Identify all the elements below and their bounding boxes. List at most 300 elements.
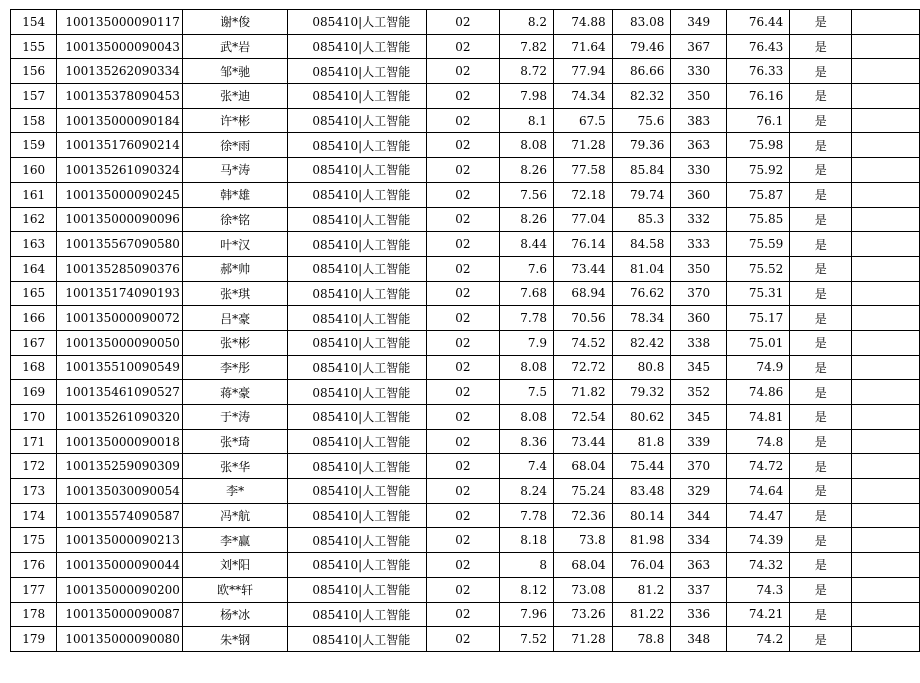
score-b-cell: 76.14 xyxy=(554,232,613,257)
code-cell: 02 xyxy=(427,182,499,207)
row-number-cell: 170 xyxy=(11,405,57,430)
admitted-cell: 是 xyxy=(790,133,852,158)
score-a-cell: 8 xyxy=(499,553,553,578)
admitted-cell: 是 xyxy=(790,158,852,183)
table-row xyxy=(11,454,920,479)
total-score-cell: 84.58 xyxy=(612,232,671,257)
score-a-cell: 7.68 xyxy=(499,281,553,306)
row-number-cell: 164 xyxy=(11,256,57,281)
admitted-cell: 是 xyxy=(790,454,852,479)
score-a-cell: 7.98 xyxy=(499,84,553,109)
exam-score-cell: 336 xyxy=(671,602,727,627)
admitted-cell: 是 xyxy=(790,108,852,133)
admitted-cell: 是 xyxy=(790,503,852,528)
name-cell: 武*岩 xyxy=(182,34,287,59)
table-row xyxy=(11,306,920,331)
candidate-id-cell: 100135000090043 xyxy=(57,34,183,59)
table-row xyxy=(11,355,920,380)
row-number-cell: 168 xyxy=(11,355,57,380)
name-cell: 徐*铭 xyxy=(182,207,287,232)
table-row xyxy=(11,84,920,109)
major-cell: 085410|人工智能 xyxy=(288,281,427,306)
score-a-cell: 8.26 xyxy=(499,207,553,232)
exam-score-cell: 333 xyxy=(671,232,727,257)
total-score-cell: 79.74 xyxy=(612,182,671,207)
exam-score-cell: 339 xyxy=(671,429,727,454)
exam-score-cell: 332 xyxy=(671,207,727,232)
total-score-cell: 86.66 xyxy=(612,59,671,84)
table-row xyxy=(11,10,920,35)
code-cell: 02 xyxy=(427,256,499,281)
remark-cell xyxy=(852,528,920,553)
major-cell: 085410|人工智能 xyxy=(288,133,427,158)
total-score-cell: 81.04 xyxy=(612,256,671,281)
score-b-cell: 68.94 xyxy=(554,281,613,306)
code-cell: 02 xyxy=(427,380,499,405)
major-cell: 085410|人工智能 xyxy=(288,503,427,528)
score-b-cell: 73.44 xyxy=(554,256,613,281)
exam-score-cell: 338 xyxy=(671,330,727,355)
table-row xyxy=(11,59,920,84)
row-number-cell: 173 xyxy=(11,479,57,504)
candidate-id-cell: 100135261090324 xyxy=(57,158,183,183)
score-a-cell: 7.78 xyxy=(499,306,553,331)
final-score-cell: 76.1 xyxy=(726,108,789,133)
table-row xyxy=(11,528,920,553)
score-a-cell: 8.44 xyxy=(499,232,553,257)
name-cell: 韩*雄 xyxy=(182,182,287,207)
row-number-cell: 177 xyxy=(11,577,57,602)
major-cell: 085410|人工智能 xyxy=(288,330,427,355)
total-score-cell: 78.34 xyxy=(612,306,671,331)
name-cell: 张*琪 xyxy=(182,281,287,306)
code-cell: 02 xyxy=(427,59,499,84)
remark-cell xyxy=(852,627,920,652)
final-score-cell: 74.72 xyxy=(726,454,789,479)
candidate-id-cell: 100135461090527 xyxy=(57,380,183,405)
final-score-cell: 75.52 xyxy=(726,256,789,281)
row-number-cell: 161 xyxy=(11,182,57,207)
exam-score-cell: 348 xyxy=(671,627,727,652)
major-cell: 085410|人工智能 xyxy=(288,256,427,281)
major-cell: 085410|人工智能 xyxy=(288,454,427,479)
score-a-cell: 8.1 xyxy=(499,108,553,133)
row-number-cell: 178 xyxy=(11,602,57,627)
exam-score-cell: 350 xyxy=(671,84,727,109)
final-score-cell: 75.17 xyxy=(726,306,789,331)
score-b-cell: 71.64 xyxy=(554,34,613,59)
candidate-id-cell: 100135000090087 xyxy=(57,602,183,627)
code-cell: 02 xyxy=(427,207,499,232)
score-b-cell: 68.04 xyxy=(554,454,613,479)
score-a-cell: 8.08 xyxy=(499,355,553,380)
admitted-cell: 是 xyxy=(790,182,852,207)
admitted-cell: 是 xyxy=(790,10,852,35)
major-cell: 085410|人工智能 xyxy=(288,528,427,553)
code-cell: 02 xyxy=(427,133,499,158)
score-b-cell: 74.52 xyxy=(554,330,613,355)
code-cell: 02 xyxy=(427,10,499,35)
name-cell: 徐*雨 xyxy=(182,133,287,158)
admitted-cell: 是 xyxy=(790,59,852,84)
name-cell: 许*彬 xyxy=(182,108,287,133)
total-score-cell: 79.32 xyxy=(612,380,671,405)
final-score-cell: 76.33 xyxy=(726,59,789,84)
final-score-cell: 75.87 xyxy=(726,182,789,207)
code-cell: 02 xyxy=(427,429,499,454)
admitted-cell: 是 xyxy=(790,232,852,257)
score-b-cell: 73.8 xyxy=(554,528,613,553)
row-number-cell: 176 xyxy=(11,553,57,578)
name-cell: 刘*阳 xyxy=(182,553,287,578)
remark-cell xyxy=(852,108,920,133)
major-cell: 085410|人工智能 xyxy=(288,627,427,652)
code-cell: 02 xyxy=(427,528,499,553)
final-score-cell: 74.39 xyxy=(726,528,789,553)
score-b-cell: 73.26 xyxy=(554,602,613,627)
code-cell: 02 xyxy=(427,84,499,109)
exam-score-cell: 352 xyxy=(671,380,727,405)
final-score-cell: 76.43 xyxy=(726,34,789,59)
total-score-cell: 81.22 xyxy=(612,602,671,627)
total-score-cell: 81.98 xyxy=(612,528,671,553)
exam-score-cell: 345 xyxy=(671,355,727,380)
table-row xyxy=(11,34,920,59)
score-b-cell: 77.04 xyxy=(554,207,613,232)
score-b-cell: 71.28 xyxy=(554,133,613,158)
table-row xyxy=(11,133,920,158)
admission-score-table xyxy=(10,9,920,652)
code-cell: 02 xyxy=(427,479,499,504)
score-a-cell: 8.72 xyxy=(499,59,553,84)
major-cell: 085410|人工智能 xyxy=(288,10,427,35)
exam-score-cell: 329 xyxy=(671,479,727,504)
final-score-cell: 75.98 xyxy=(726,133,789,158)
score-a-cell: 8.36 xyxy=(499,429,553,454)
total-score-cell: 75.6 xyxy=(612,108,671,133)
table-row xyxy=(11,256,920,281)
final-score-cell: 74.8 xyxy=(726,429,789,454)
exam-score-cell: 363 xyxy=(671,133,727,158)
major-cell: 085410|人工智能 xyxy=(288,602,427,627)
score-a-cell: 7.96 xyxy=(499,602,553,627)
final-score-cell: 74.64 xyxy=(726,479,789,504)
candidate-id-cell: 100135262090334 xyxy=(57,59,183,84)
row-number-cell: 167 xyxy=(11,330,57,355)
score-b-cell: 72.72 xyxy=(554,355,613,380)
score-a-cell: 8.08 xyxy=(499,405,553,430)
admitted-cell: 是 xyxy=(790,34,852,59)
candidate-id-cell: 100135000090080 xyxy=(57,627,183,652)
major-cell: 085410|人工智能 xyxy=(288,182,427,207)
exam-score-cell: 344 xyxy=(671,503,727,528)
score-a-cell: 7.56 xyxy=(499,182,553,207)
code-cell: 02 xyxy=(427,108,499,133)
row-number-cell: 165 xyxy=(11,281,57,306)
total-score-cell: 85.84 xyxy=(612,158,671,183)
candidate-id-cell: 100135000090200 xyxy=(57,577,183,602)
total-score-cell: 81.2 xyxy=(612,577,671,602)
remark-cell xyxy=(852,355,920,380)
major-cell: 085410|人工智能 xyxy=(288,479,427,504)
name-cell: 张*华 xyxy=(182,454,287,479)
remark-cell xyxy=(852,577,920,602)
admitted-cell: 是 xyxy=(790,553,852,578)
candidate-id-cell: 100135510090549 xyxy=(57,355,183,380)
final-score-cell: 75.01 xyxy=(726,330,789,355)
score-a-cell: 7.82 xyxy=(499,34,553,59)
score-a-cell: 8.12 xyxy=(499,577,553,602)
exam-score-cell: 345 xyxy=(671,405,727,430)
score-a-cell: 8.2 xyxy=(499,10,553,35)
row-number-cell: 166 xyxy=(11,306,57,331)
final-score-cell: 74.9 xyxy=(726,355,789,380)
name-cell: 张*迪 xyxy=(182,84,287,109)
final-score-cell: 76.44 xyxy=(726,10,789,35)
exam-score-cell: 334 xyxy=(671,528,727,553)
score-b-cell: 72.36 xyxy=(554,503,613,528)
name-cell: 李*彤 xyxy=(182,355,287,380)
exam-score-cell: 367 xyxy=(671,34,727,59)
score-b-cell: 73.08 xyxy=(554,577,613,602)
table-row xyxy=(11,405,920,430)
exam-score-cell: 360 xyxy=(671,182,727,207)
candidate-id-cell: 100135000090072 xyxy=(57,306,183,331)
exam-score-cell: 337 xyxy=(671,577,727,602)
name-cell: 谢*俊 xyxy=(182,10,287,35)
candidate-id-cell: 100135000090018 xyxy=(57,429,183,454)
table-row xyxy=(11,479,920,504)
row-number-cell: 159 xyxy=(11,133,57,158)
candidate-id-cell: 100135574090587 xyxy=(57,503,183,528)
table-row xyxy=(11,207,920,232)
exam-score-cell: 370 xyxy=(671,281,727,306)
row-number-cell: 157 xyxy=(11,84,57,109)
row-number-cell: 160 xyxy=(11,158,57,183)
remark-cell xyxy=(852,281,920,306)
total-score-cell: 82.32 xyxy=(612,84,671,109)
exam-score-cell: 349 xyxy=(671,10,727,35)
score-b-cell: 77.58 xyxy=(554,158,613,183)
code-cell: 02 xyxy=(427,454,499,479)
admitted-cell: 是 xyxy=(790,256,852,281)
admitted-cell: 是 xyxy=(790,577,852,602)
score-a-cell: 7.5 xyxy=(499,380,553,405)
name-cell: 于*涛 xyxy=(182,405,287,430)
exam-score-cell: 330 xyxy=(671,59,727,84)
table-row xyxy=(11,232,920,257)
row-number-cell: 158 xyxy=(11,108,57,133)
code-cell: 02 xyxy=(427,577,499,602)
total-score-cell: 83.48 xyxy=(612,479,671,504)
table-row xyxy=(11,577,920,602)
row-number-cell: 171 xyxy=(11,429,57,454)
major-cell: 085410|人工智能 xyxy=(288,577,427,602)
admitted-cell: 是 xyxy=(790,479,852,504)
admitted-cell: 是 xyxy=(790,602,852,627)
major-cell: 085410|人工智能 xyxy=(288,380,427,405)
major-cell: 085410|人工智能 xyxy=(288,553,427,578)
major-cell: 085410|人工智能 xyxy=(288,232,427,257)
remark-cell xyxy=(852,380,920,405)
remark-cell xyxy=(852,232,920,257)
name-cell: 吕*豪 xyxy=(182,306,287,331)
final-score-cell: 75.92 xyxy=(726,158,789,183)
row-number-cell: 179 xyxy=(11,627,57,652)
remark-cell xyxy=(852,602,920,627)
name-cell: 郝*帅 xyxy=(182,256,287,281)
candidate-id-cell: 100135000090213 xyxy=(57,528,183,553)
code-cell: 02 xyxy=(427,355,499,380)
total-score-cell: 76.04 xyxy=(612,553,671,578)
total-score-cell: 83.08 xyxy=(612,10,671,35)
remark-cell xyxy=(852,59,920,84)
major-cell: 085410|人工智能 xyxy=(288,429,427,454)
total-score-cell: 80.8 xyxy=(612,355,671,380)
exam-score-cell: 330 xyxy=(671,158,727,183)
candidate-id-cell: 100135567090580 xyxy=(57,232,183,257)
score-a-cell: 7.78 xyxy=(499,503,553,528)
remark-cell xyxy=(852,84,920,109)
admitted-cell: 是 xyxy=(790,380,852,405)
major-cell: 085410|人工智能 xyxy=(288,158,427,183)
code-cell: 02 xyxy=(427,158,499,183)
total-score-cell: 79.46 xyxy=(612,34,671,59)
score-b-cell: 70.56 xyxy=(554,306,613,331)
major-cell: 085410|人工智能 xyxy=(288,34,427,59)
score-b-cell: 67.5 xyxy=(554,108,613,133)
admitted-cell: 是 xyxy=(790,281,852,306)
final-score-cell: 74.21 xyxy=(726,602,789,627)
remark-cell xyxy=(852,256,920,281)
score-b-cell: 77.94 xyxy=(554,59,613,84)
score-b-cell: 74.34 xyxy=(554,84,613,109)
score-b-cell: 71.28 xyxy=(554,627,613,652)
code-cell: 02 xyxy=(427,553,499,578)
table-row xyxy=(11,330,920,355)
candidate-id-cell: 100135030090054 xyxy=(57,479,183,504)
score-b-cell: 75.24 xyxy=(554,479,613,504)
admitted-cell: 是 xyxy=(790,627,852,652)
admitted-cell: 是 xyxy=(790,429,852,454)
candidate-id-cell: 100135259090309 xyxy=(57,454,183,479)
remark-cell xyxy=(852,10,920,35)
table-row xyxy=(11,108,920,133)
major-cell: 085410|人工智能 xyxy=(288,405,427,430)
name-cell: 张*彬 xyxy=(182,330,287,355)
score-a-cell: 8.26 xyxy=(499,158,553,183)
admitted-cell: 是 xyxy=(790,207,852,232)
score-b-cell: 72.18 xyxy=(554,182,613,207)
name-cell: 马*涛 xyxy=(182,158,287,183)
major-cell: 085410|人工智能 xyxy=(288,207,427,232)
candidate-id-cell: 100135174090193 xyxy=(57,281,183,306)
score-b-cell: 72.54 xyxy=(554,405,613,430)
code-cell: 02 xyxy=(427,232,499,257)
candidate-id-cell: 100135000090044 xyxy=(57,553,183,578)
exam-score-cell: 363 xyxy=(671,553,727,578)
name-cell: 叶*汉 xyxy=(182,232,287,257)
score-a-cell: 7.6 xyxy=(499,256,553,281)
row-number-cell: 175 xyxy=(11,528,57,553)
final-score-cell: 74.3 xyxy=(726,577,789,602)
total-score-cell: 76.62 xyxy=(612,281,671,306)
total-score-cell: 80.14 xyxy=(612,503,671,528)
admitted-cell: 是 xyxy=(790,355,852,380)
remark-cell xyxy=(852,454,920,479)
admitted-cell: 是 xyxy=(790,84,852,109)
candidate-id-cell: 100135000090117 xyxy=(57,10,183,35)
major-cell: 085410|人工智能 xyxy=(288,108,427,133)
code-cell: 02 xyxy=(427,281,499,306)
table-row xyxy=(11,429,920,454)
score-b-cell: 71.82 xyxy=(554,380,613,405)
major-cell: 085410|人工智能 xyxy=(288,306,427,331)
remark-cell xyxy=(852,182,920,207)
code-cell: 02 xyxy=(427,306,499,331)
candidate-id-cell: 100135261090320 xyxy=(57,405,183,430)
remark-cell xyxy=(852,405,920,430)
candidate-id-cell: 100135285090376 xyxy=(57,256,183,281)
row-number-cell: 163 xyxy=(11,232,57,257)
total-score-cell: 79.36 xyxy=(612,133,671,158)
admitted-cell: 是 xyxy=(790,528,852,553)
exam-score-cell: 383 xyxy=(671,108,727,133)
name-cell: 杨*冰 xyxy=(182,602,287,627)
row-number-cell: 162 xyxy=(11,207,57,232)
remark-cell xyxy=(852,429,920,454)
major-cell: 085410|人工智能 xyxy=(288,84,427,109)
row-number-cell: 174 xyxy=(11,503,57,528)
table-row xyxy=(11,158,920,183)
score-b-cell: 73.44 xyxy=(554,429,613,454)
name-cell: 欧**轩 xyxy=(182,577,287,602)
remark-cell xyxy=(852,503,920,528)
candidate-id-cell: 100135000090096 xyxy=(57,207,183,232)
name-cell: 邹*驰 xyxy=(182,59,287,84)
row-number-cell: 172 xyxy=(11,454,57,479)
table-row xyxy=(11,627,920,652)
score-a-cell: 8.08 xyxy=(499,133,553,158)
name-cell: 李* xyxy=(182,479,287,504)
code-cell: 02 xyxy=(427,34,499,59)
major-cell: 085410|人工智能 xyxy=(288,355,427,380)
final-score-cell: 74.2 xyxy=(726,627,789,652)
final-score-cell: 75.31 xyxy=(726,281,789,306)
code-cell: 02 xyxy=(427,503,499,528)
table-row xyxy=(11,553,920,578)
total-score-cell: 80.62 xyxy=(612,405,671,430)
final-score-cell: 74.86 xyxy=(726,380,789,405)
table-row xyxy=(11,602,920,627)
code-cell: 02 xyxy=(427,330,499,355)
final-score-cell: 75.85 xyxy=(726,207,789,232)
score-b-cell: 68.04 xyxy=(554,553,613,578)
total-score-cell: 82.42 xyxy=(612,330,671,355)
total-score-cell: 75.44 xyxy=(612,454,671,479)
code-cell: 02 xyxy=(427,405,499,430)
name-cell: 朱*钢 xyxy=(182,627,287,652)
remark-cell xyxy=(852,330,920,355)
admitted-cell: 是 xyxy=(790,405,852,430)
remark-cell xyxy=(852,207,920,232)
row-number-cell: 155 xyxy=(11,34,57,59)
table-row xyxy=(11,281,920,306)
candidate-id-cell: 100135176090214 xyxy=(57,133,183,158)
total-score-cell: 85.3 xyxy=(612,207,671,232)
exam-score-cell: 350 xyxy=(671,256,727,281)
total-score-cell: 81.8 xyxy=(612,429,671,454)
